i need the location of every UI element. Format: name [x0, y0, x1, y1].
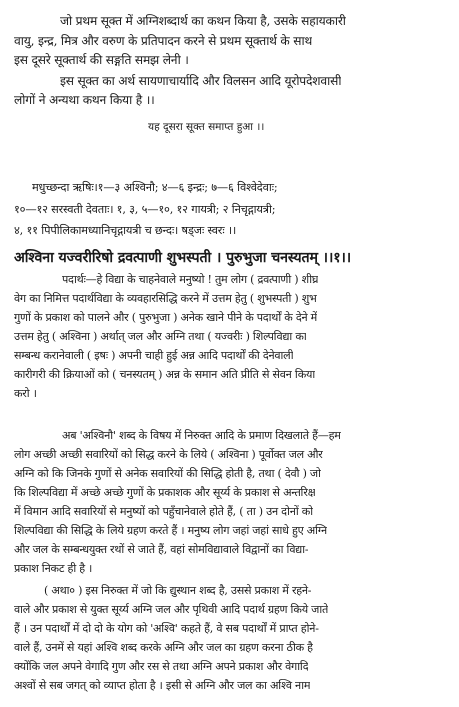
para2-line2: लोगों ने अन्यथा कथन किया है ।।	[14, 93, 155, 107]
mantra-line: अश्विना यज्वरीरिषो द्रवत्पाणी शुभस्पती । पुरुभुजा चनस्यतम् ।।१।।	[14, 250, 352, 266]
meta-line2: १०—१२ सरस्वती देवताः। १, ३, ५—१०, १२ गायत्री; २ निचृद्गायत्री;	[14, 203, 276, 216]
body-line7: करो ।	[14, 387, 37, 400]
comment-line1: अब 'अश्विनौ' शब्द के विषय में निरुक्त आदि के प्रमाण दिखलाते हैं—हम	[62, 429, 341, 442]
comment-line2: लोग अच्छी अच्छी सवारियों को सिद्ध करने के लिये ( अश्विना ) पूर्वोक्त जल और	[14, 448, 323, 461]
para1-line2: वायु, इन्द्र, मित्र और वरुण के प्रतिपादन करने से प्रथम सूक्तार्थ के साथ	[14, 34, 313, 48]
body-line4: उत्तम हेतु ( अश्विना ) अर्थात् जल और अग्नि तथा ( यज्वरीः ) शिल्पविद्या का	[14, 330, 307, 343]
body-line6: कारीगरी की क्रियाओं को ( चनस्यतम् ) अन्न के समान अति प्रीति से सेवन किया	[14, 368, 316, 381]
para2-line1: इस सूक्त का अर्थ सायणाचार्यादि और विलसन आदि यूरोपदेशवासी	[60, 74, 342, 88]
nirukta-line4: वाले हैं, उनमें से यहां अश्वि शब्द करके अग्नि और जल का ग्रहण करना ठीक है	[14, 641, 313, 654]
comment-line5: में विमान आदि सवारियों से मनुष्यों को पहुँचानेवाले होते हैं, ( ता ) उन दोनों को	[14, 505, 313, 518]
nirukta-line2: वाले और प्रकाश से युक्त सूर्य्य अग्नि जल और पृथिवी आदि पदार्थ ग्रहण किये जाते	[14, 603, 329, 616]
meta-line1: मधुच्छन्दा ऋषिः।१—३ अश्विनौ; ४—६ इन्द्रः; ७—६ विश्वेदेवाः;	[32, 181, 278, 194]
nirukta-line1: ( अथा० ) इस निरुक्त में जो कि द्युस्थान शब्द है, उससे प्रकाश में रहने-	[44, 584, 312, 597]
body-line3: गुणों के प्रकाश को पालने और ( पुरुभुजा ) अनेक खाने पीने के पदार्थों के देने में	[14, 311, 318, 324]
para1-line3: इस दूसरे सूक्तार्थ की सङ्गति समझ लेनी ।	[14, 53, 189, 67]
comment-line8: प्रकाश निकट ही है ।	[14, 562, 93, 575]
body-line5: सम्बन्ध करानेवाली ( इषः ) अपनी चाही हुई अन्न आदि पदार्थों की देनेवाली	[14, 349, 294, 362]
section-end-note: यह दूसरा सूक्त समाप्त हुआ ।।	[148, 121, 265, 133]
body-line2: वेग का निमित्त पदार्थविद्या के व्यवहारसिद्धि करने में उत्तम हेतु ( शुभस्पती ) शुभ	[14, 292, 317, 305]
nirukta-line6: अश्वों से सब जगत् को व्याप्त होता है । इसी से अग्नि और जल का अश्वि नाम	[14, 679, 311, 692]
nirukta-line3: हैं । उन पदार्थों में दो दो के योग को 'अश्वि' कहते हैं, वे सब पदार्थों में प्राप्त होने-	[14, 622, 319, 635]
comment-line4: कि शिल्पविद्या में अच्छे अच्छे गुणों के प्रकाशक और सूर्य्य के प्रकाश से अन्तरिक्ष	[14, 486, 316, 499]
para1-line1: जो प्रथम सूक्त में अग्निशब्दार्थ का कथन किया है, उसके सहायकारी	[60, 14, 346, 28]
comment-line3: अग्नि को कि जिनके गुणों से अनेक सवारियों की सिद्धि होती है, तथा ( देवौ ) जो	[14, 467, 321, 480]
nirukta-line5: क्योंकि जल अपने वेगादि गुण और रस से तथा अग्नि अपने प्रकाश और वेगादि	[14, 660, 309, 673]
body-line1: पदार्थः—हे विद्या के चाहनेवाले मनुष्यो ! तुम लोग ( द्रवत्पाणी ) शीघ्र	[62, 273, 319, 286]
comment-line6: शिल्पविद्या की सिद्धि के लिये ग्रहण करते हैं । मनुष्य लोग जहां जहां साधे हुए अग्नि	[14, 524, 327, 537]
meta-line3: ४, ११ पिपीलिकामध्यानिचृद्गायत्री च छन्दः। षड्जः स्वरः ।।	[14, 224, 237, 237]
comment-line7: और जल के सम्बन्धयुक्त रथों से जाते हैं, वहां सोमविद्यावाले विद्वानों का विद्या-	[14, 543, 309, 556]
